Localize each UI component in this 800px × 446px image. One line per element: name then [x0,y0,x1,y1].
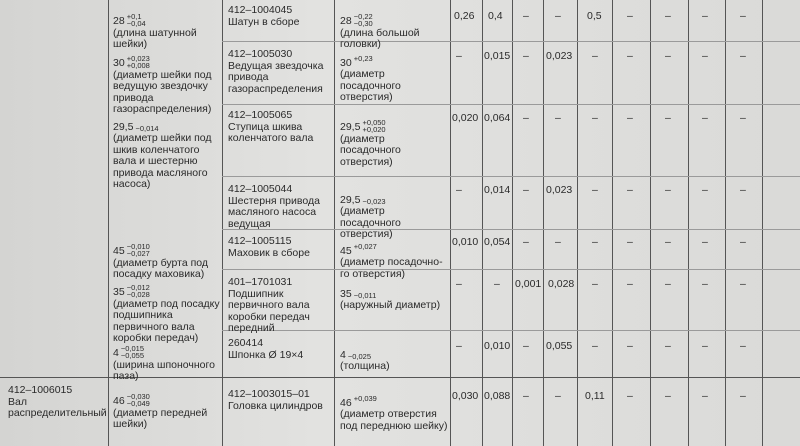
value-cell: – [665,112,671,124]
hole-size-cell [340,277,440,323]
column-rule [512,0,513,446]
hole-nominal: 4 [340,348,346,361]
value-cell: – [740,390,746,402]
column-rule [222,0,223,446]
value-cell: – [456,50,462,62]
value-cell: 0,010 [452,236,479,248]
column-rule [577,0,578,446]
value-cell: 0,030 [452,390,479,402]
value-cell: – [740,236,746,248]
shaft-description: (диаметр шейки под шкив коленчатого вала и шестерню привода масляного насоса) [113,132,212,190]
value-cell: – [627,50,633,62]
value-cell: – [702,236,708,248]
value-cell: 0,054 [484,236,511,248]
mating-part-cell: 412–1005115 Маховик в сборе [228,235,310,259]
value-cell: – [740,10,746,22]
hole-tolerance: −0,025 [347,351,371,361]
row-rule [222,104,800,105]
hole-description: (диаметр посадочного отверстия) [340,68,401,103]
column-rule [650,0,651,446]
hole-tolerance: +0,027 [353,241,377,251]
column-rule [482,0,483,446]
shaft-tolerance: +0,023 +0,008 [126,53,150,70]
hole-nominal: 30 [340,56,352,69]
shaft-size-cell [113,384,207,442]
hole-nominal: 28 [340,14,352,27]
value-cell: 0,11 [585,390,605,402]
shaft-tolerance: −0,015 −0,055 [120,343,144,360]
shaft-description: (диаметр передней шейки) [113,406,208,430]
hole-nominal: 35 [340,287,352,300]
mating-part-cell: 401–1701031 Подшипник первичного вала коробки передач передний [228,276,310,334]
value-cell: – [627,340,633,352]
value-cell: – [665,10,671,22]
column-rule [450,0,451,446]
shaft-nominal: 28 [113,14,125,27]
value-cell: – [555,10,561,22]
value-cell: – [592,278,598,290]
hole-tolerance: +0,23 [353,53,373,63]
column-rule [725,0,726,446]
shaft-size-cell [113,110,212,202]
column-rule [108,0,109,446]
value-cell: – [555,112,561,124]
shaft-description: (длина шатунной шейки) [113,26,197,50]
mating-part-cell: 412–1003015–01 Головка цилиндров [228,388,323,412]
value-cell: – [740,50,746,62]
hole-description: (диаметр отверстия под переднюю шейку) [340,408,448,432]
shaft-nominal: 30 [113,56,125,69]
value-cell: 0,014 [484,184,511,196]
value-cell: – [702,112,708,124]
value-cell: 0,028 [548,278,575,290]
hole-size-cell [340,386,448,444]
value-cell: – [456,340,462,352]
value-cell: – [555,390,561,402]
shaft-tolerance: −0,012 −0,028 [126,282,150,299]
value-cell: – [523,112,529,124]
hole-description: (длина большой головки) [340,26,420,50]
hole-tolerance: −0,011 [353,290,377,300]
value-cell: – [523,390,529,402]
value-cell: 0,088 [484,390,511,402]
mating-part-cell: 412–1005044 Шестерня привода масляного насоса ведущая [228,183,320,230]
shaft-description: (диаметр под посадку подшипника первичного вала коробки передач) [113,297,220,344]
shaft-nominal: 4 [113,346,119,359]
value-cell: – [702,184,708,196]
value-cell: – [592,340,598,352]
value-cell: – [494,278,500,290]
column-rule [334,0,335,446]
value-cell: – [592,184,598,196]
hole-size-cell [340,110,401,180]
value-cell: – [523,340,529,352]
value-cell: – [627,10,633,22]
value-cell: 0,001 [515,278,542,290]
value-cell: – [665,340,671,352]
row-rule [222,176,800,177]
mating-part-cell: 412–1005030 Ведущая звездочка привода газораспределения [228,48,324,95]
mating-part-cell: 412–1005065 Ступица шкива коленчатого вала [228,109,314,144]
row-rule [222,269,800,270]
value-cell: – [456,278,462,290]
value-cell: – [627,390,633,402]
hole-size-cell [340,46,401,115]
value-cell: 0,4 [488,10,503,22]
hole-nominal: 29,5 [340,193,361,206]
hole-description: (диаметр посадочного отверстия) [340,132,401,168]
value-cell: 0,023 [546,184,573,196]
value-cell: – [627,184,633,196]
column-rule [543,0,544,446]
hole-tolerance: −0,22 −0,30 [353,11,373,28]
value-cell: – [665,184,671,196]
hole-tolerance: −0,023 [362,196,386,206]
hole-nominal: 29,5 [340,120,361,133]
value-cell: 0,015 [484,50,511,62]
value-cell: – [702,278,708,290]
hole-description: (наружный диаметр) [340,299,441,311]
shaft-tolerance: −0,030 −0,049 [126,391,150,408]
value-cell: – [627,112,633,124]
value-cell: – [702,340,708,352]
shaft-nominal: 35 [113,285,125,298]
value-cell: – [702,10,708,22]
value-cell: – [456,184,462,196]
value-cell: – [523,10,529,22]
mating-part-cell: 260414 Шпонка Ø 19×4 [228,337,304,361]
value-cell: 0,055 [546,340,573,352]
shaft-nominal: 45 [113,244,125,257]
column-rule [688,0,689,446]
value-cell: – [592,112,598,124]
value-cell: – [740,112,746,124]
shaft-description: (ширина шпоночного паза) [113,358,215,382]
value-cell: – [702,390,708,402]
hole-tolerance: +0,050 +0,020 [362,117,386,134]
shaft-nominal: 46 [113,394,125,407]
shaft-description: (диаметр шейки под ведущую звездочку привода газораспределения) [113,68,212,115]
mating-part-cell: 412–1004045 Шатун в сборе [228,4,300,28]
hole-tolerance: +0,039 [353,393,377,403]
part-name-cell: 412–1006015 Вал распределительный [8,384,107,419]
value-cell: – [740,340,746,352]
value-cell: 0,020 [452,112,479,124]
column-rule [612,0,613,446]
value-cell: – [665,50,671,62]
value-cell: – [665,390,671,402]
value-cell: 0,5 [587,10,602,22]
value-cell: 0,26 [454,10,475,22]
value-cell: 0,064 [484,112,511,124]
value-cell: – [702,50,708,62]
hole-nominal: 46 [340,396,352,409]
value-cell: 0,023 [546,50,573,62]
row-rule [222,41,800,42]
value-cell: – [627,278,633,290]
value-cell: – [740,184,746,196]
value-cell: – [523,184,529,196]
hole-description: (диаметр посадочного отверстия) [340,205,401,240]
value-cell: – [627,236,633,248]
hole-size-cell [340,338,390,384]
hole-description: (диаметр посадочно- го отверстия) [340,256,443,280]
shaft-tolerance: −0,010 −0,027 [126,241,150,258]
shaft-tolerance: +0,1 −0,04 [126,11,146,28]
value-cell: – [665,236,671,248]
value-cell: 0,010 [484,340,511,352]
value-cell: – [523,50,529,62]
hole-description: (толщина) [340,360,390,372]
value-cell: – [665,278,671,290]
value-cell: – [740,278,746,290]
value-cell: – [592,236,598,248]
value-cell: – [523,236,529,248]
value-cell: – [592,50,598,62]
shaft-tolerance: −0,014 [135,123,159,133]
column-rule [762,0,763,446]
shaft-description: (диаметр бурта под посадку маховика) [113,256,208,280]
value-cell: – [555,236,561,248]
hole-nominal: 45 [340,244,352,257]
shaft-nominal: 29,5 [113,120,134,133]
